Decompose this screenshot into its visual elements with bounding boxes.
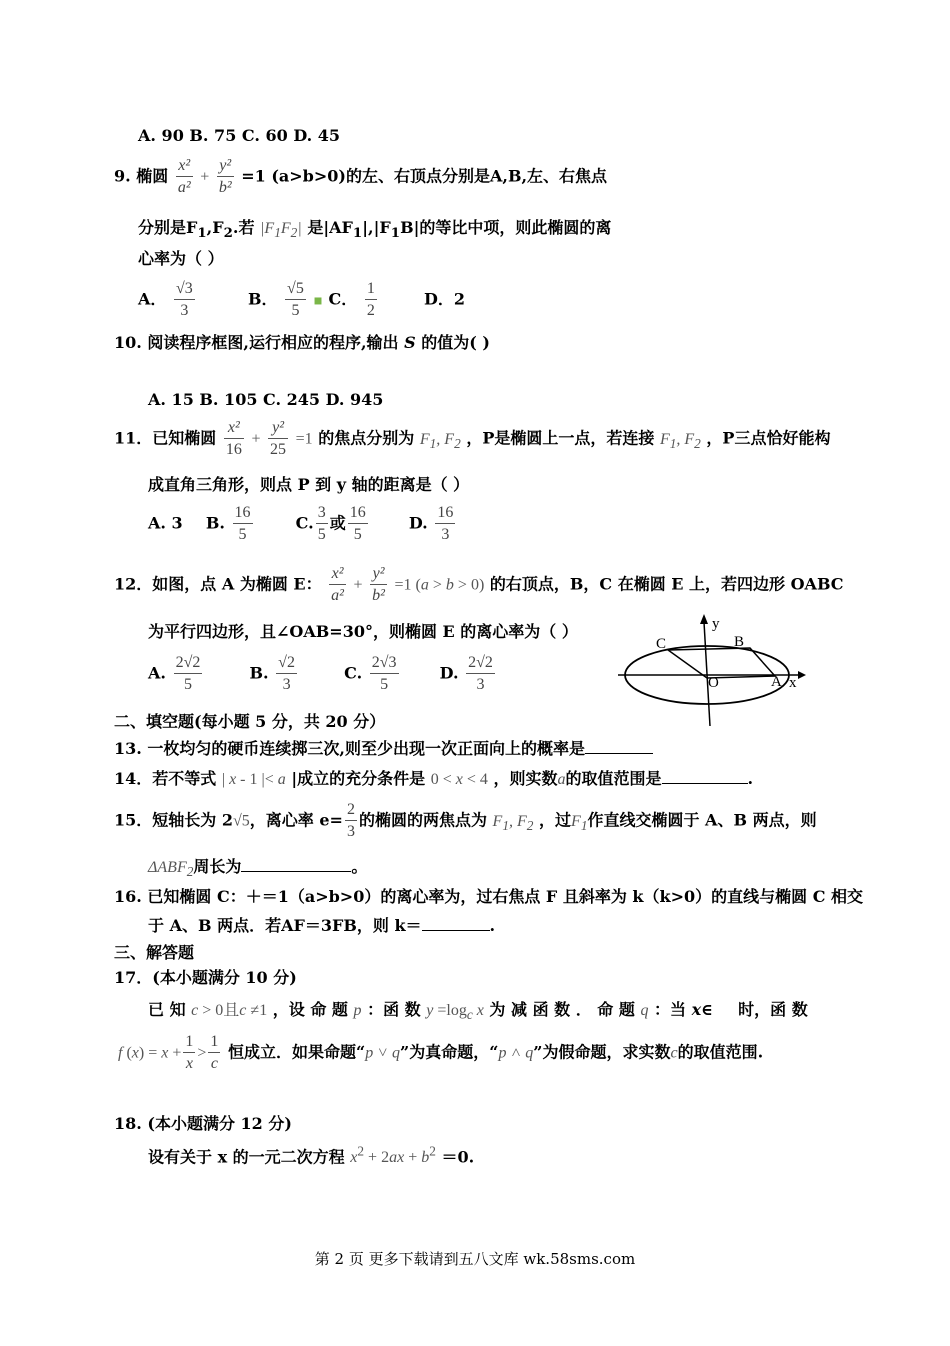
q8-options: A. 90 B. 75 C. 60 D. 45 bbox=[138, 126, 341, 145]
ellipse-figure bbox=[610, 608, 810, 728]
q9-stem: 9. 椭圆 $\frac{\text{x²}}{\text{a²}}$ + $\frac{\text{y²}}{\text{b²}}$ =1 (a>b>0)的左、右顶点分别是A,B,左、右焦点 bbox=[114, 157, 608, 196]
label-o: O bbox=[708, 675, 719, 691]
q18-line: 设有关于 x 的一元二次方程 $x^2 + 2ax + b^2 =0$. bbox=[148, 1144, 475, 1167]
label-c: C bbox=[656, 636, 667, 652]
q17-line1: 已 知 c > 0且c ≠1 ，设 命 题 p ：函 数 $y =\log_c$ x 为 减 函 数 ． 命 题 q ：当 x∈ 时，函 数 bbox=[148, 1000, 808, 1023]
label-y: y bbox=[712, 616, 720, 632]
x-axis-arrow bbox=[798, 671, 806, 679]
label-x: x bbox=[789, 675, 797, 691]
q10-stem: 10. 阅读程序框图,运行相应的程序,输出 S 的值为( ) bbox=[114, 333, 490, 352]
y-axis bbox=[704, 622, 710, 726]
q14: 14．若不等式 | x - 1 |< a |成立的充分条件是 0 < x < 4 ，则实数a的取值范围是 . bbox=[114, 769, 754, 788]
page-footer: 第 2 页 更多下载请到五八文库 wk.58sms.com bbox=[314, 1250, 636, 1268]
q11-stem: 11．已知椭圆 $\frac{\text{x²}}{16}$ + $\frac{\text{y²}}{25}$ =1 的焦点分别为 $F_1$, $F_2$ ，P是椭圆上一点，若连接 $F_1$, $F_2$ ，P三点恰好能构 bbox=[114, 419, 831, 458]
q10-options: A. 15 B. 105 C. 245 D. 945 bbox=[148, 390, 384, 409]
y-axis-arrow bbox=[700, 614, 708, 624]
q13: 13. 一枚均匀的硬币连续掷三次,则至少出现一次正面向上的概率是 bbox=[114, 738, 653, 758]
q12-line2: 为平行四边形，且∠OAB=30°，则椭圆 E 的离心率为（ ） bbox=[148, 622, 578, 641]
fraction-x2-a2: $\frac{\text{x²}}{\text{a²}}$ bbox=[177, 157, 191, 196]
q15-line2: $\Delta ABF_2$周长为 。 bbox=[148, 857, 368, 880]
label-a: A bbox=[771, 674, 782, 690]
q12-options: A. $\frac{2√2}{5}$ B. $\frac{√2}{3}$ C. $\frac{2√3}{5}$ D. $\frac{2√2}{3}$ bbox=[148, 654, 493, 693]
fraction-y2-b2: $\frac{\text{y²}}{\text{b²}}$ bbox=[218, 157, 232, 196]
q9-line3: 心率为（ ） bbox=[138, 249, 224, 268]
q16-line1: 16. 已知椭圆 C：＋＝1（a>b>0）的离心率为，过右焦点 F 且斜率为 k（k>0）的直线与椭圆 C 相交 bbox=[114, 887, 864, 906]
section2-heading: 二、填空题(每小题 5 分，共 20 分） bbox=[114, 712, 386, 731]
q9-options: A． $\frac{√3}{3}$ B． $\frac{√5}{5}$ ▪ C． $\frac{1}{2}$ D．2 bbox=[138, 280, 465, 319]
q18-title: 18. (本小题满分 12 分) bbox=[114, 1114, 292, 1133]
q15-stem: 15．短轴长为 2√5，离心率 e= $\frac{2}{3}$ 的椭圆的两焦点为 $F_1$, $F_2$ ，过$F_1$作直线交椭圆于 A、B 两点，则 bbox=[114, 801, 817, 840]
q16-line2: 于 A、B 两点．若AF＝3FB，则 k＝ . bbox=[148, 916, 496, 935]
q11-line2: 成直角三角形，则点 P 到 y 轴的距离是（ ） bbox=[148, 475, 470, 494]
q17-title: 17．(本小题满分 10 分) bbox=[114, 968, 297, 987]
label-b: B bbox=[734, 634, 745, 650]
q12-stem: 12．如图，点 A 为椭圆 E： $\frac{\text{x²}}{\text{a²}}$ + $\frac{\text{y²}}{\text{b²}}$ =1 (a > b > 0) 的右顶点，B，C 在椭圆 E 上，若四边形 OABC bbox=[114, 565, 844, 604]
q9-line2: 分别是$F_1,F_2$.若 $|F_1F_2|$ 是$|AF_1|,|F_1B|$的等比中项，则此椭圆的离 bbox=[138, 218, 612, 242]
section3-heading: 三、解答题 bbox=[114, 943, 195, 962]
q11-options: A. 3 B. $\frac{16}{5}$ C. $\frac{3}{5}$ 或 $\frac{16}{5}$ D. $\frac{16}{3}$ bbox=[148, 504, 454, 543]
q17-line2: f (x) = x + $\frac{1}{x}$ > $\frac{1}{c}$ 恒成立．如果命题“p ˅ q”为真命题，“p ˄ q”为假命题，求实数c的取值范围. bbox=[118, 1033, 764, 1072]
